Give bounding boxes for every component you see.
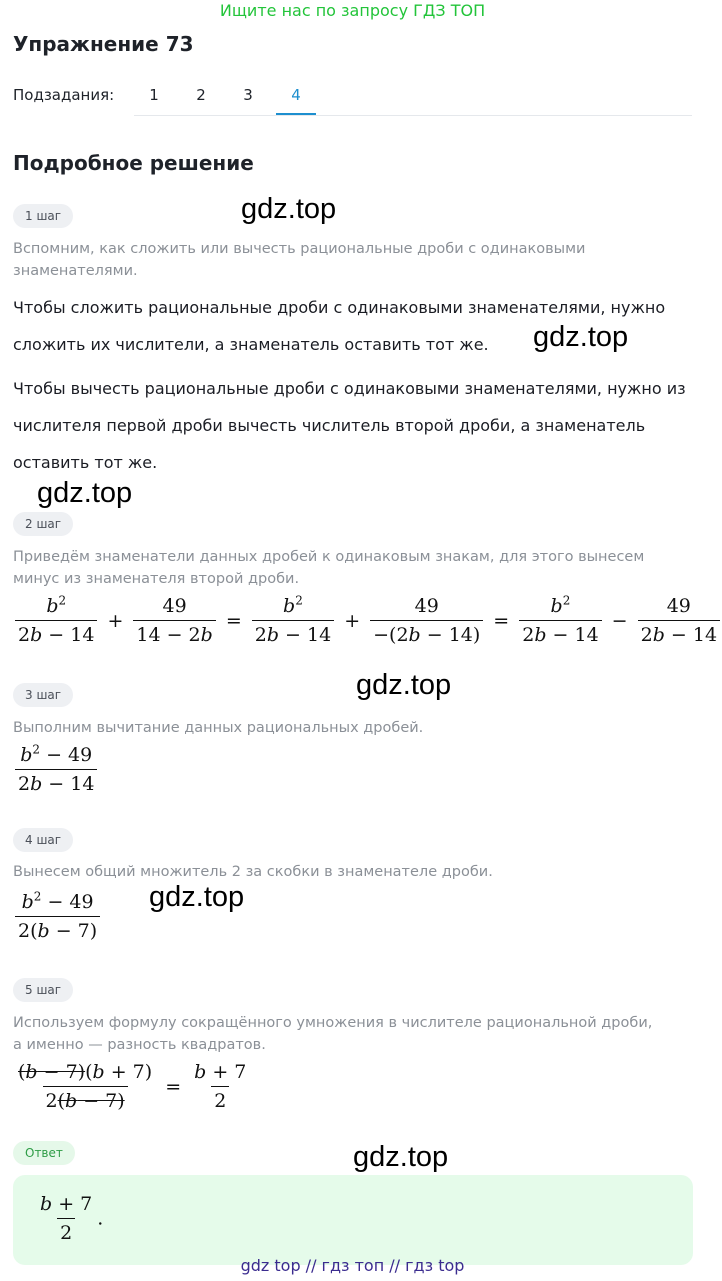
watermark: gdz.top (241, 193, 337, 225)
step-1-note: Вспомним, как сложить или вычесть рациональные дроби с одинаковыми знаменателями. (13, 241, 586, 279)
tabs-divider (134, 115, 692, 116)
subtask-tab-2[interactable]: 2 (196, 86, 206, 104)
step-3-note: Выполним вычитание данных рациональных дробей. (13, 720, 424, 736)
watermark: gdz.top (533, 321, 629, 353)
search-banner[interactable]: Ищите нас по запросу ГДЗ ТОП (219, 1, 486, 20)
answer-badge: Ответ (13, 1141, 75, 1165)
subtask-tab-1[interactable]: 1 (149, 86, 159, 104)
step-3-result: $\frac{b^2 - 49}{2b - 14}$ (13, 743, 99, 796)
subtask-tab-3[interactable]: 3 (243, 86, 253, 104)
exercise-title: Упражнение 73 (13, 32, 194, 56)
solution-heading: Подробное решение (13, 151, 254, 175)
step-3-badge: 3 шаг (13, 683, 73, 707)
watermark: gdz.top (37, 477, 133, 509)
step-2-badge: 2 шаг (13, 512, 73, 536)
watermark: gdz.top (353, 1141, 449, 1173)
step-4-badge: 4 шаг (13, 828, 73, 852)
footer-links[interactable]: gdz top // гдз топ // гдз top (240, 1256, 465, 1275)
watermark: gdz.top (356, 669, 452, 701)
step-4-result: $\frac{b^2 - 49}{2(b - 7)}$ (13, 890, 102, 943)
step-1-badge: 1 шаг (13, 204, 73, 228)
step-4-note: Вынесем общий множитель 2 за скобки в знаменателе дроби. (13, 864, 493, 880)
step-1-rule-add: Чтобы сложить рациональные дроби с одинаковыми знаменателями, нужно сложить их числители, а знаменатель оставить тот же. (13, 298, 666, 354)
step-1-rule-sub: Чтобы вычесть рациональные дроби с одинаковыми знаменателями, нужно из числителя первой дроби вычесть числитель второй дроби, а знаменатель оставить тот же. (13, 379, 686, 472)
step-5-badge: 5 шаг (13, 978, 73, 1002)
answer-box (13, 1175, 693, 1265)
subtasks-label: Подзадания: (13, 86, 115, 104)
watermark: gdz.top (149, 881, 245, 913)
step-2-note: Приведём знаменатели данных дробей к одинаковым знакам, для этого вынесем минус из знаменателя второй дроби. (13, 549, 645, 587)
step-5-equation: $\frac{(b - 7)(b + 7)}{2(b - 7)}$ = $\frac{b + 7}{2}$ (18, 1061, 247, 1112)
answer-formula: $\frac{b + 7}{2}$ . (40, 1193, 104, 1244)
subtask-tab-4[interactable]: 4 (276, 86, 316, 115)
step-2-equation: $\frac{b^2}{2b - 14}$ + $\frac{49}{14 - 2b}$ = $\frac{b^2}{2b - 14}$ + $\frac{49}{-(2b - 14)}$ = $\frac{b^2}{2b - 14}$ − $\frac{49}{2b - 14}$ (13, 594, 722, 647)
step-5-note: Используем формулу сокращённого умножения в числителе рациональной дроби, а именно — разность квадратов. (13, 1015, 653, 1053)
